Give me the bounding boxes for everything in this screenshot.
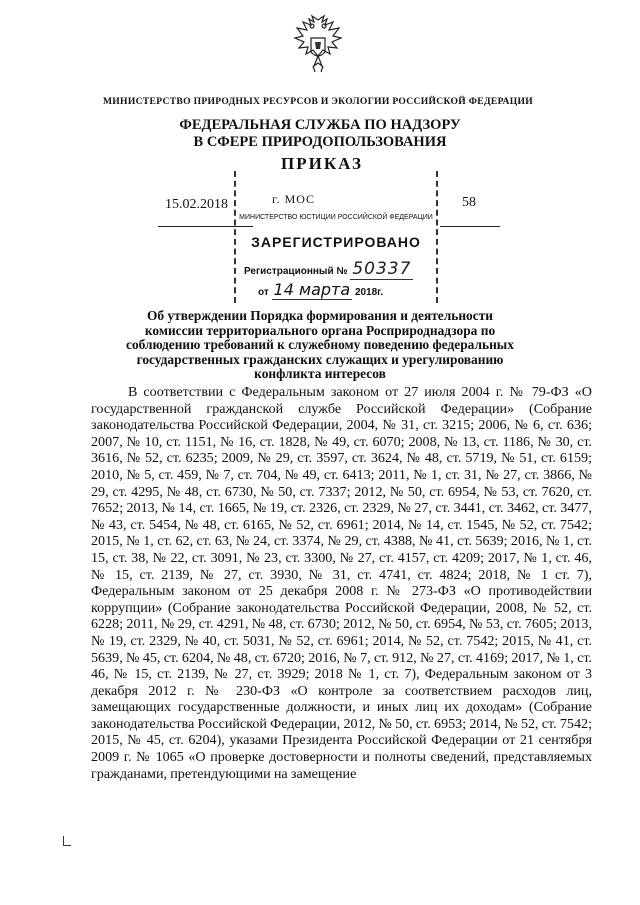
stamp-date-year: 2018г.: [354, 287, 384, 298]
city: г. МОС: [272, 192, 316, 206]
registration-stamp: [234, 171, 438, 303]
stamp-title: ЗАРЕГИСТРИРОВАНО: [251, 234, 421, 250]
date-underline: [158, 226, 253, 227]
service-name-line-1: ФЕДЕРАЛЬНАЯ СЛУЖБА ПО НАДЗОРУ: [179, 117, 461, 133]
number-underline: [440, 226, 500, 227]
service-name: [120, 117, 520, 151]
ministry-name: МИНИСТЕРСТВО ПРИРОДНЫХ РЕСУРСОВ И ЭКОЛОГИИ РОССИЙСКОЙ ФЕДЕРАЦИИ: [102, 96, 534, 107]
stamp-date-line: [258, 280, 383, 299]
stamp-date-handwritten: 14 марта: [273, 280, 351, 299]
stamp-reg-number: 50337: [352, 259, 412, 279]
document-type: ПРИКАЗ: [281, 154, 363, 173]
body-paragraph: В соответствии с Федеральным законом от 27 июля 2004 г. № 79-ФЗ «О государственной гражданской службе Российской Федерации» (Собрание законодательства Российской Федерации, 2004, № 31, ст. 3215; 2006, № 6, ст. 636; 2007, № 10, ст. 1151, № 16, ст. 1828, № 49, ст. 6070; 2008, № 13, ст. 1186, № 30, ст. 3616, № 52, ст. 6235; 2009, № 29, ст. 3597, ст. 3624, № 48, ст. 5719, № 51, ст. 6159; 2010, № 5, ст. 459, № 7, ст. 704, № 49, ст. 6413; 2011, № 1, ст. 31, № 27, ст. 3866, № 29, ст. 4295, № 48, ст. 6730, № 50, ст. 7337; 2012, № 50, ст. 6954, № 53, ст. 7620, ст. 7652; 2013, № 14, ст. 1665, № 19, ст. 2326, ст. 2329, № 27, ст. 3441, ст. 3462, ст. 3477, № 43, ст. 5454, № 48, ст. 6165, № 52, ст. 6961; 2014, № 14, ст. 1545, № 52, ст. 7542; 2015, № 1, ст. 62, ст. 63, № 24, ст. 3374, № 29, ст. 4388, № 41, ст. 5639; 2016, № 1, ст. 15, ст. 38, № 22, ст. 3091, № 23, ст. 3300, № 27, ст. 4157, ст. 4209; 2017, № 1, ст. 46, № 15, ст. 2139, № 27, ст. 3930, № 31, ст. 4741, ст. 4824; 2018, № 1 ст. 7), Федеральным законом от 25 декабря 2008 г. № 273-ФЗ «О противодействии коррупции» (Собрание законодательства Российской Федерации, 2008, № 52, ст. 6228; 2011, № 29, ст. 4291, № 48, ст. 6730; 2012, № 50, ст. 6954, № 53, ст. 7605; 2013, № 19, ст. 2329, № 40, ст. 5031, № 52, ст. 6961; 2014, № 52, ст. 7542; 2015, № 41, ст. 5639, № 45, ст. 6204, № 48, ст. 6720; 2016, № 7, ст. 912, № 27, ст. 4169; 2017, № 1, ст. 46, № 15, ст. 2139, № 27, ст. 3929; 2018 № 1, ст. 7), Федеральным законом от 3 декабря 2012 г. № 230-ФЗ «О контроле за соответствием расходов лиц, замещающих государственные должности, и иных лиц их доходам» (Собрание законодательства Российской Федерации, 2012, № 50, ст. 6953; 2014, № 52, ст. 7542; 2015, № 45, ст. 6204), указами Президента Российской Федерации от 21 сентября 2009 г. № 1065 «О проверке достоверности и полноты сведений, представляемых гражданами, претендующими на замещение: [91, 384, 592, 782]
stamp-reg-label: Регистрационный №: [244, 266, 348, 277]
document-title: Об утверждении Порядка формирования и деятельности комиссии территориального органа Росприроднадзора по соблюдению требований к служебному поведению федеральных государственных гражданских служащих и урегулированию конфликта интересов: [126, 308, 514, 381]
stamp-registration-line: [244, 259, 413, 279]
order-date: 15.02.2018: [165, 197, 228, 212]
stamp-ministry: МИНИСТЕРСТВО ЮСТИЦИИ РОССИЙСКОЙ ФЕДЕРАЦИИ: [239, 214, 433, 221]
coat-of-arms-emblem-icon: [289, 14, 347, 76]
order-number: 58: [462, 195, 476, 210]
stamp-date-prefix: от: [258, 287, 269, 298]
page-corner-mark: [63, 836, 71, 846]
service-name-line-2: В СФЕРЕ ПРИРОДОПОЛЬЗОВАНИЯ: [193, 134, 447, 150]
